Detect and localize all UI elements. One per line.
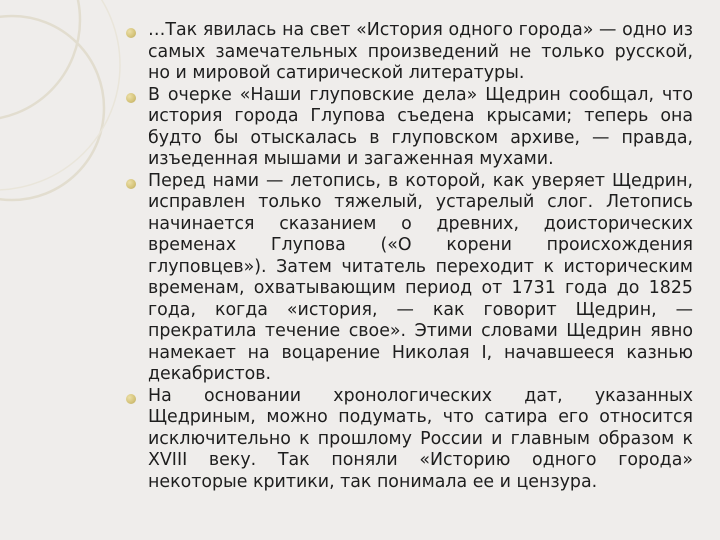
bullet-icon xyxy=(126,179,136,189)
bullet-text: На основании хронологических дат, указанных Щедриным, можно подумать, что сатира его относится исключительно к прошлому России и главным образом к XVIII веку. Так поняли «Историю одного города» некоторые критики, так понимала ее и цензура. xyxy=(148,385,693,492)
slide-content xyxy=(127,20,693,493)
decorative-circle xyxy=(0,16,104,200)
bullet-list xyxy=(127,20,693,493)
bullet-item xyxy=(127,20,693,85)
bullet-text: Перед нами — летопись, в которой, как уверяет Щедрин, исправлен только тяжелый, устарелый слог. Летопись начинается сказанием о древних, доисторических временах Глупова («О корени происхождения глуповцев»). Затем читатель переходит к историческим временам, охватывающим период от 1731 года до 1825 года, когда «история, — как говорит Щедрин, — прекратила течение свое». Этими словами Щедрин явно намекает на воцарение Николая I, начавшееся казнью декабристов. xyxy=(148,170,693,384)
bullet-icon xyxy=(126,394,136,404)
bullet-item xyxy=(127,85,693,171)
bullet-icon xyxy=(126,28,136,38)
decorative-circle xyxy=(0,0,80,120)
bullet-text: В очерке «Наши глуповские дела» Щедрин сообщал, что история города Глупова съедена крысами; теперь она будто бы отыскалась в глуповском архиве, — правда, изъеденная мышами и загаженная мухами. xyxy=(148,84,693,169)
bullet-item xyxy=(127,386,693,494)
bullet-icon xyxy=(126,93,136,103)
bullet-text: …Так явилась на свет «История одного города» — одно из самых замечательных произведений не только русской, но и мировой сатирической литературы. xyxy=(148,20,693,83)
bullet-item xyxy=(127,171,693,386)
